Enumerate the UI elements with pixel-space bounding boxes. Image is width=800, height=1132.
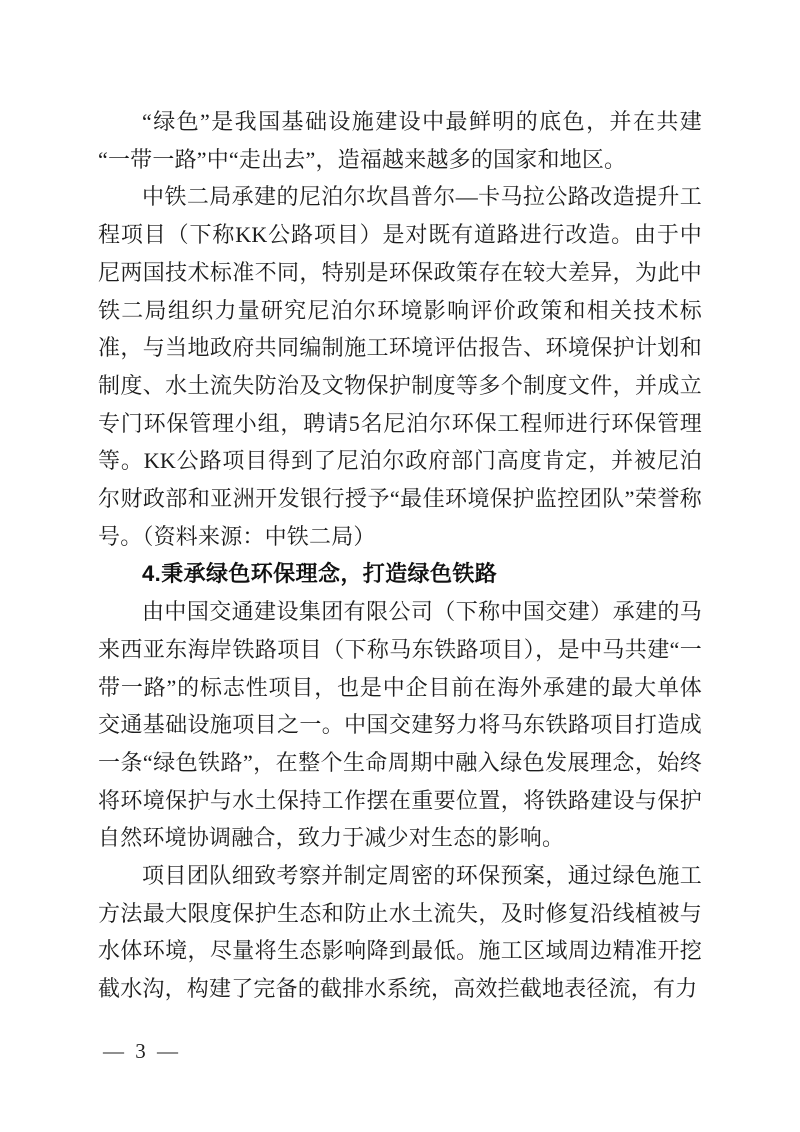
paragraph-project-team-measures: 项目团队细致考察并制定周密的环保预案，通过绿色施工方法最大限度保护生态和防止水土流失，及时修复沿线植被与水体环境，尽量将生态影响降到最低。施工区域周边精准开挖截水沟，构建了完备的截排水系统，高效拦截地表径流，有力 <box>98 863 702 1002</box>
paragraph-kk-highway-project: 中铁二局承建的尼泊尔坎昌普尔—卡马拉公路改造提升工程项目（下称KK公路项目）是对既有道路进行改造。由于中尼两国技术标准不同，特别是环保政策存在较大差异，为此中铁二局组织力量研究尼泊尔环境影响评价政策和相关技术标准，与当地政府共同编制施工环境评估报告、环境保护计划和制度、水土流失防治及文物保护制度等多个制度文件，并成立专门环保管理小组，聘请5名尼泊尔环保工程师进行环保管理等。KK公路项目得到了尼泊尔政府部门高度肯定，并被尼泊尔财政部和亚洲开发银行授予“最佳环境保护监控团队”荣誉称号。（资料来源：中铁二局） <box>98 184 702 549</box>
section-heading-green-railway: 4.秉承绿色环保理念，打造绿色铁路 <box>142 561 498 587</box>
page-number: — 3 — <box>103 1039 181 1063</box>
paragraph-ecrl-project: 由中国交通建设集团有限公司（下称中国交建）承建的马来西亚东海岸铁路项目（下称马东铁路项目），是中马共建“一带一路”的标志性项目，也是中企目前在海外承建的最大单体交通基础设施项目之一。中国交建努力将马东铁路项目打造成一条“绿色铁路”，在整个生命周期中融入绿色发展理念，始终将环境保护与水土保持工作摆在重要位置，将铁路建设与保护自然环境协调融合，致力于减少对生态的影响。 <box>98 599 702 851</box>
document-body <box>98 103 702 1008</box>
paragraph-green-intro: “绿色”是我国基础设施建设中最鲜明的底色，并在共建“一带一路”中“走出去”，造福越来越多的国家和地区。 <box>98 109 702 172</box>
